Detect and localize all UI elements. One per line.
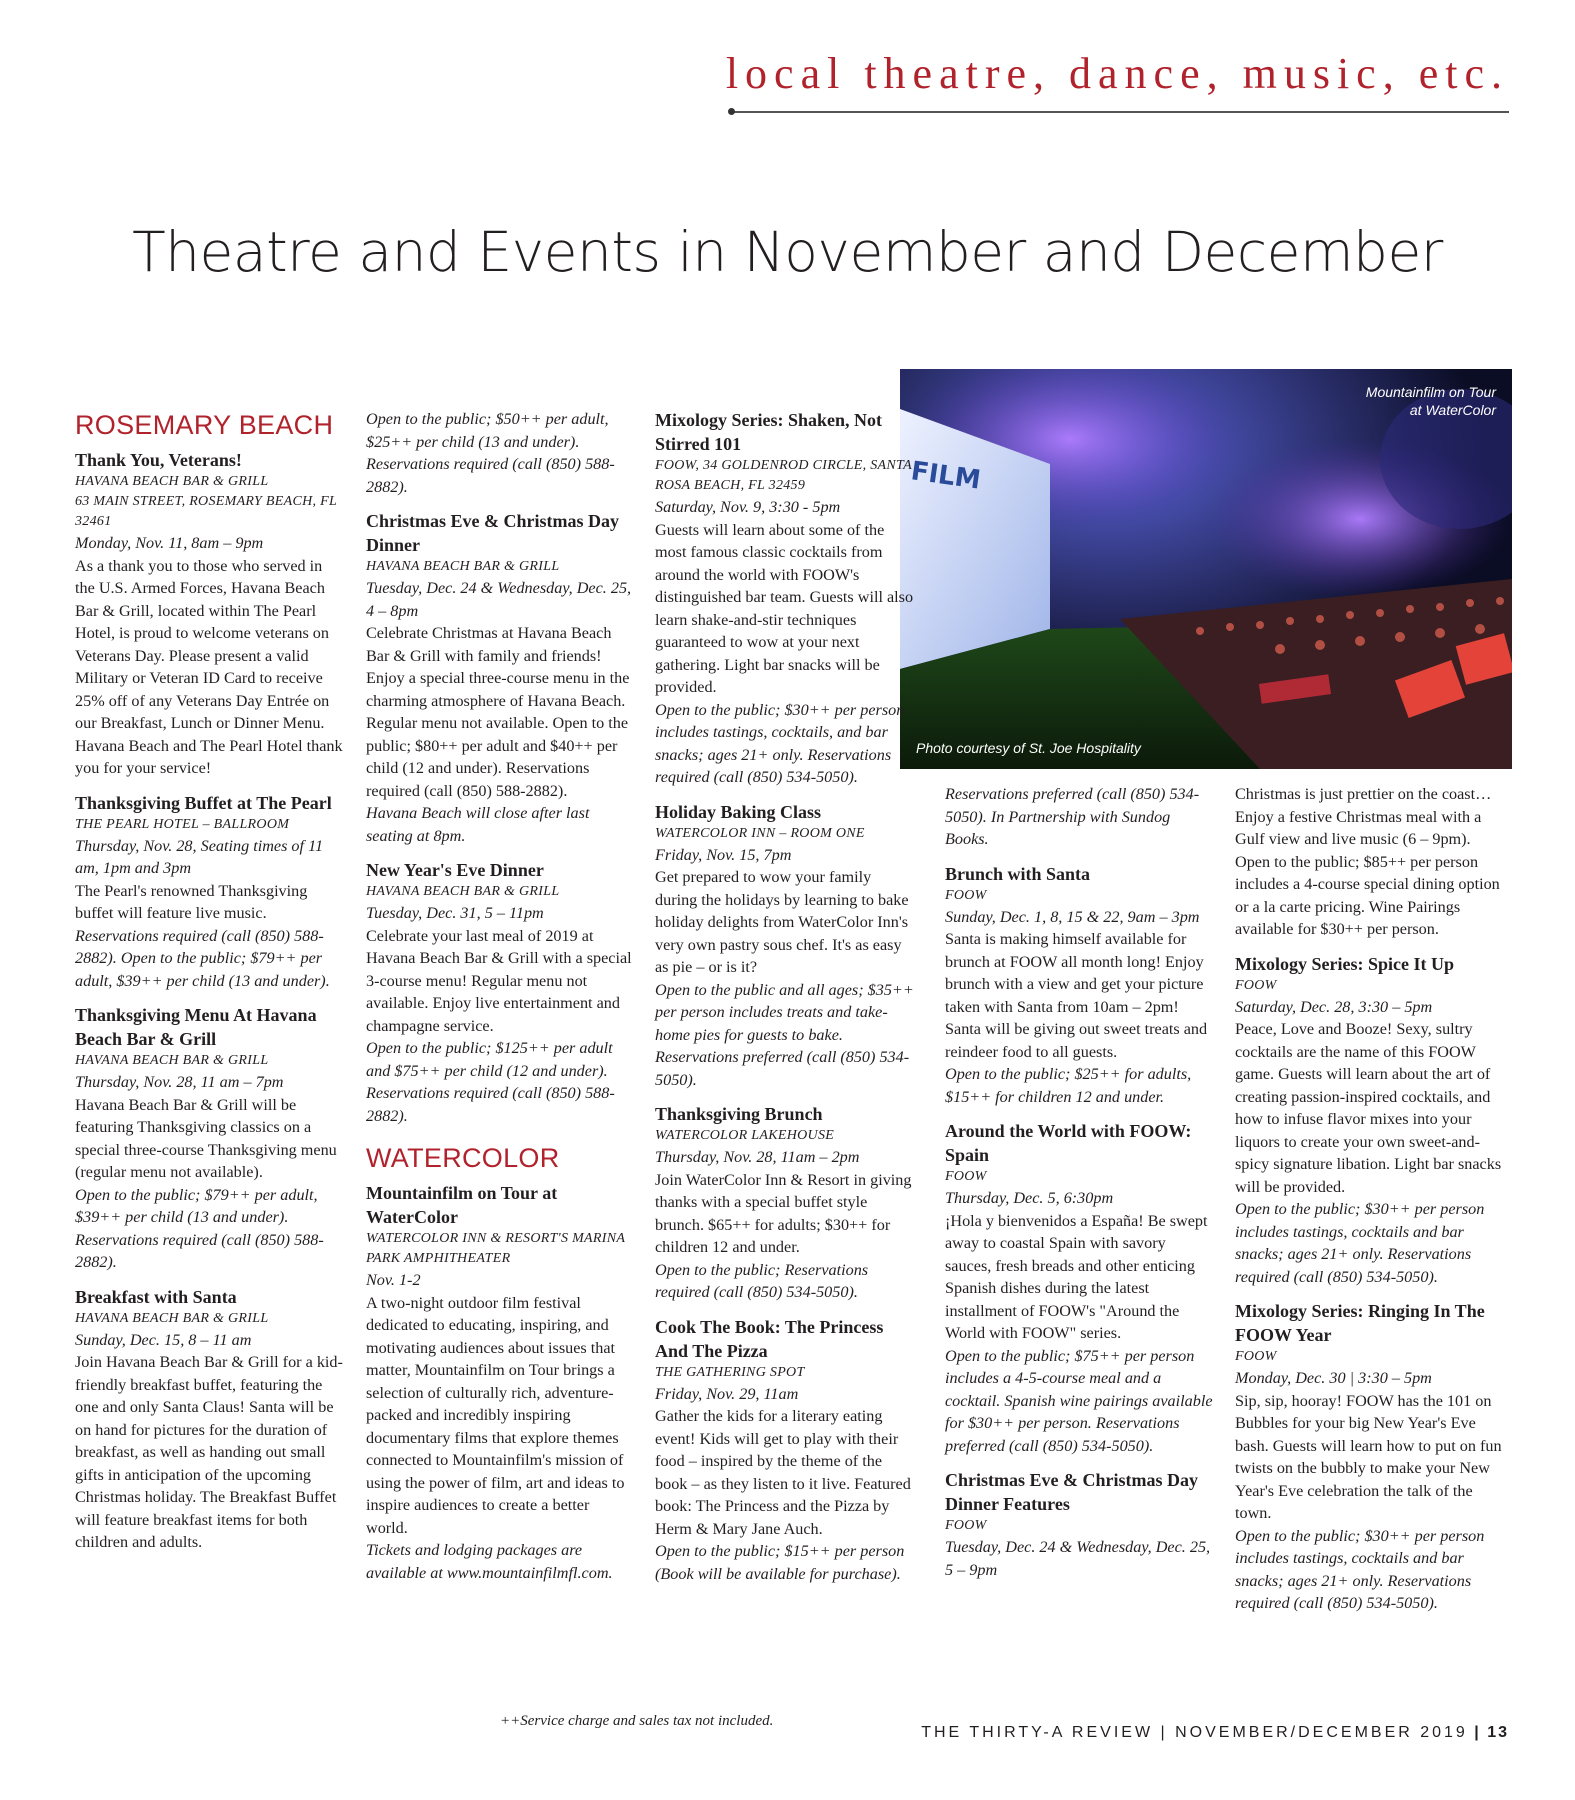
event-item bbox=[655, 1102, 915, 1304]
header-rule bbox=[732, 111, 1509, 113]
event-description: Gather the kids for a literary eating event! Kids will get to play with their food – inspired by the theme of the book – as they listen to it live. Featured book: The Princess and the Pizza by Herm & Mary Jane Auch. bbox=[655, 1407, 911, 1538]
event-title: Thanksgiving Brunch bbox=[655, 1104, 823, 1124]
event-date: Sunday, Dec. 1, 8, 15 & 22, 9am – 3pm bbox=[945, 907, 1200, 926]
event-venue: FOOW bbox=[945, 887, 987, 903]
event-title: Holiday Baking Class bbox=[655, 801, 822, 822]
event-venue: HAVANA BEACH BAR & GRILL bbox=[366, 884, 560, 899]
event-title: Mountainfilm on Tour at WaterColor bbox=[366, 1183, 558, 1227]
event-description: Celebrate your last meal of 2019 at Havana Beach Bar & Grill with a special 3-course menu! Regular menu not available. Enjoy live entertainment and champagne service. bbox=[366, 926, 632, 1035]
event-venue: THE GATHERING SPOT bbox=[655, 1364, 805, 1380]
header-rule-dot bbox=[728, 108, 735, 115]
event-pricing-note: Reservations required (call (850) 588-2882). Open to the public; $79++ per adult, $39++ per child (13 and under). bbox=[75, 926, 330, 990]
event-date: Monday, Dec. 30 | 3:30 – 5pm bbox=[1235, 1369, 1432, 1387]
event-venue: FOOW bbox=[1235, 977, 1277, 993]
event-pricing-note: Open to the public; $75++ per person includes a 4-5-course meal and a cocktail. Spanish wine pairings available for $30++ per person. Reservations preferred (call (850) 534-5050). bbox=[945, 1346, 1213, 1455]
event-title: Thanksgiving Buffet at The Pearl bbox=[75, 792, 332, 813]
event-venue: HAVANA BEACH BAR & GRILL bbox=[75, 1310, 269, 1326]
event-description: Join Havana Beach Bar & Grill for a kid-friendly breakfast buffet, featuring the one and only Santa Claus! Santa will be on hand for pictures for the duration of breakfast, as well as handing out small gifts in anticipation of the upcoming Christmas holiday. The Breakfast Buffet will feature breakfast items for both children and adults. bbox=[75, 1353, 343, 1551]
footnote: ++Service charge and sales tax not included. bbox=[500, 1713, 774, 1729]
event-title: Thanksgiving Menu At Havana Beach Bar & Grill bbox=[75, 1005, 317, 1049]
event-description: Sip, sip, hooray! FOOW has the 101 on Bubbles for your big New Year's Eve bash. Guests will learn how to put on fun twists on the bubbly to make your New Year's Eve celebration the talk of the town. bbox=[1235, 1391, 1502, 1522]
event-venue: HAVANA BEACH BAR & GRILL 63 MAIN STREET, ROSEMARY BEACH, FL 32461 bbox=[75, 474, 337, 529]
column-1 bbox=[75, 408, 343, 1565]
event-title: Christmas Eve & Christmas Day Dinner bbox=[366, 511, 619, 555]
event-title: New Year's Eve Dinner bbox=[366, 860, 544, 880]
event-description: Get prepared to wow your family during the holidays by learning to bake holiday delights from WaterColor Inn's very own pastry sous chef. It's as easy as pie – or is it? bbox=[655, 868, 909, 976]
event-pricing-note: Open to the public; Reservations required (call (850) 534-5050). bbox=[655, 1260, 869, 1301]
event-date: Saturday, Dec. 28, 3:30 – 5pm bbox=[1235, 997, 1433, 1016]
page-title: Theatre and Events in November and December bbox=[132, 220, 1443, 284]
event-pricing-note: Open to the public; $30++ per person includes tastings, cocktails, and bar snacks; ages 21+ only. Reservations required (call (850) 534-5050). bbox=[655, 700, 905, 786]
issue-date: NOVEMBER/DECEMBER 2019 bbox=[1175, 1724, 1468, 1741]
event-date: Saturday, Nov. 9, 3:30 - 5pm bbox=[655, 498, 841, 516]
event-item bbox=[75, 448, 343, 780]
footer-separator: | bbox=[1467, 1724, 1488, 1741]
event-title: Mixology Series: Ringing In The FOOW Year bbox=[1235, 1301, 1485, 1345]
event-item bbox=[366, 1181, 634, 1584]
event-date: Friday, Nov. 15, 7pm bbox=[655, 845, 792, 864]
event-description: As a thank you to those who served in the U.S. Armed Forces, Havana Beach Bar & Grill, located within The Pearl Hotel, is proud to welcome veterans on Veterans Day. Please present a valid Military or Veteran ID Card to receive 25% off of any Veterans Day Entrée on our Breakfast, Lunch or Dinner Menu. Havana Beach and The Pearl Hotel thank you for your service! bbox=[75, 556, 343, 777]
photo-caption: Mountainfilm on Tour at WaterColor bbox=[1365, 384, 1496, 418]
event-description: The Pearl's renowned Thanksgiving buffet will feature live music. bbox=[75, 881, 308, 922]
event-item bbox=[655, 408, 915, 789]
outdoor-film-photo bbox=[900, 369, 1512, 769]
page-number: 13 bbox=[1487, 1724, 1509, 1741]
event-title: Thank You, Veterans! bbox=[75, 450, 242, 470]
event-pricing-note: Open to the public; $50++ per adult, $25++ per child (13 and under). Reservations required (call (850) 588-2882). bbox=[366, 410, 615, 496]
event-date: Friday, Nov. 29, 11am bbox=[655, 1384, 799, 1403]
event-venue: FOOW bbox=[945, 1518, 987, 1533]
event-title: Christmas Eve & Christmas Day Dinner Features bbox=[945, 1470, 1198, 1514]
event-title: Brunch with Santa bbox=[945, 863, 1091, 884]
event-item bbox=[75, 791, 343, 993]
photo-credit: Photo courtesy of St. Joe Hospitality bbox=[916, 740, 1141, 756]
event-venue: HAVANA BEACH BAR & GRILL bbox=[366, 559, 560, 574]
event-item bbox=[75, 1285, 343, 1554]
event-pricing-note: Open to the public; $25++ for adults, $15++ for children 12 and under. bbox=[945, 1065, 1192, 1106]
event-pricing-note: Reservations preferred (call (850) 534-5050). In Partnership with Sundog Books. bbox=[945, 785, 1200, 848]
event-item bbox=[945, 1468, 1215, 1581]
event-item bbox=[655, 800, 915, 1092]
publication-name: THE THIRTY-A REVIEW bbox=[921, 1724, 1154, 1741]
event-item bbox=[945, 1119, 1215, 1457]
page-footer bbox=[921, 1724, 1509, 1742]
event-date: Tuesday, Dec. 31, 5 – 11pm bbox=[366, 904, 544, 922]
event-item bbox=[75, 1003, 343, 1274]
event-description: ¡Hola y bienvenidos a España! Be swept away to coastal Spain with savory sauces, fresh breads and other enticing Spanish dishes during the latest installment of FOOW's "Around the World with FOOW" series. bbox=[945, 1211, 1208, 1342]
footer-separator: | bbox=[1153, 1724, 1176, 1741]
section-header: local theatre, dance, music, etc. bbox=[725, 49, 1509, 98]
event-pricing-note: Open to the public; $30++ per person includes tastings, cocktails and bar snacks; ages 21+ only. Reservations required (call (850) 534-5050). bbox=[1235, 1526, 1485, 1612]
event-description: Celebrate Christmas at Havana Beach Bar & Grill with family and friends! Enjoy a special three-course menu in the charming atmosphere of Havana Beach. Regular menu not available. Open to the public; $80++ per adult and $40++ per child (12 and under). Reservations required (call (850) 588-2882). bbox=[366, 624, 630, 800]
event-date: Thursday, Nov. 28, 11 am – 7pm bbox=[75, 1073, 284, 1091]
event-item bbox=[366, 509, 634, 847]
event-item bbox=[1235, 1299, 1507, 1615]
event-description: Santa is making himself available for brunch at FOOW all month long! Enjoy brunch with a view and get your picture taken with Santa from 10am – 2pm! Santa will be giving out sweet treats and reindeer food to all guests. bbox=[945, 930, 1208, 1061]
event-venue: HAVANA BEACH BAR & GRILL bbox=[75, 1053, 269, 1068]
event-date: Tuesday, Dec. 24 & Wednesday, Dec. 25, 4 – 8pm bbox=[366, 579, 632, 620]
event-date: Thursday, Nov. 28, 11am – 2pm bbox=[655, 1148, 860, 1166]
event-title: Mixology Series: Shaken, Not Stirred 101 bbox=[655, 410, 882, 454]
event-title: Cook The Book: The Princess And The Pizza bbox=[655, 1316, 884, 1361]
event-venue: FOOW bbox=[1235, 1349, 1277, 1364]
column-4 bbox=[945, 783, 1215, 1592]
event-pricing-note: Tickets and lodging packages are available at www.mountainfilmfl.com. bbox=[366, 1541, 613, 1582]
event-pricing-note: Open to the public; $79++ per adult, $39++ per child (13 and under). Reservations required (call (850) 588-2882). bbox=[75, 1185, 324, 1271]
event-item bbox=[366, 858, 634, 1127]
event-description: A two-night outdoor film festival dedicated to educating, inspiring, and motivating audiences about issues that matter, Mountainfilm on Tour brings a selection of culturally rich, adventure-packed and incredibly inspiring documentary films that explore themes connected to Mountainfilm's mission of using the power of film, art and ideas to inspire audiences to create a better world. bbox=[366, 1293, 625, 1537]
event-date: Thursday, Dec. 5, 6:30pm bbox=[945, 1189, 1114, 1207]
event-date: Monday, Nov. 11, 8am – 9pm bbox=[75, 534, 264, 552]
column-3 bbox=[655, 408, 915, 1596]
event-venue: WATERCOLOR LAKEHOUSE bbox=[655, 1128, 835, 1143]
region-heading-rosemary-beach: ROSEMARY BEACH bbox=[75, 410, 334, 440]
event-venue: THE PEARL HOTEL – BALLROOM bbox=[75, 816, 290, 832]
region-heading-watercolor: WATERCOLOR bbox=[366, 1143, 560, 1173]
event-pricing-note: Havana Beach will close after last seating at 8pm. bbox=[366, 804, 590, 845]
event-pricing-note: Open to the public; $15++ per person (Book will be available for purchase). bbox=[655, 1542, 905, 1583]
column-5 bbox=[1235, 783, 1507, 1626]
event-photo bbox=[900, 369, 1512, 769]
event-venue: FOOW bbox=[945, 1169, 987, 1184]
event-date: Thursday, Nov. 28, Seating times of 11 am, 1pm and 3pm bbox=[75, 836, 324, 877]
event-pricing-note: Open to the public; $125++ per adult and $75++ per child (12 and under). Reservations required (call (850) 588-2882). bbox=[366, 1039, 615, 1125]
event-description: Havana Beach Bar & Grill will be featuring Thanksgiving classics on a special three-course Thanksgiving menu (regular menu not available). bbox=[75, 1095, 337, 1181]
svg-text:FILM: FILM bbox=[909, 456, 983, 496]
event-venue: WATERCOLOR INN – ROOM ONE bbox=[655, 825, 865, 841]
event-title: Around the World with FOOW: Spain bbox=[945, 1121, 1192, 1165]
event-title: Mixology Series: Spice It Up bbox=[1235, 953, 1454, 974]
event-venue: FOOW, 34 GOLDENROD CIRCLE, SANTA ROSA BEACH, FL 32459 bbox=[655, 458, 912, 493]
event-venue: WATERCOLOR INN & RESORT'S MARINA PARK AMPHITHEATER bbox=[366, 1231, 625, 1266]
event-date: Sunday, Dec. 15, 8 – 11 am bbox=[75, 1330, 252, 1349]
event-description: Peace, Love and Booze! Sexy, sultry cocktails are the name of this FOOW game. Guests will learn about the art of creating passion-inspired cocktails, and how to infuse flavor mixes into your liquors to create your own sweet-and-spicy signature libation. Light bar snacks will be provided. bbox=[1235, 1020, 1502, 1196]
event-pricing-note: Open to the public; $30++ per person includes tastings, cocktails and bar snacks; ages 21+ only. Reservations required (call (850) 534-5050). bbox=[1235, 1200, 1485, 1286]
event-date: Tuesday, Dec. 24 & Wednesday, Dec. 25, 5 – 9pm bbox=[945, 1538, 1211, 1579]
column-2 bbox=[366, 408, 634, 1595]
event-item bbox=[945, 862, 1215, 1109]
event-title: Breakfast with Santa bbox=[75, 1286, 237, 1307]
event-item bbox=[1235, 952, 1507, 1289]
event-description: Christmas is just prettier on the coast… Enjoy a festive Christmas meal with a Gulf view and live music (6 – 9pm). Open to the public; $85++ per person includes a 4-course special dining option or a la carte pricing. Wine Pairings available for $30++ per person. bbox=[1235, 785, 1500, 938]
event-pricing-note: Open to the public and all ages; $35++ per person includes treats and take-home pies for guests to bake. Reservations preferred (call (850) 534-5050). bbox=[655, 980, 914, 1089]
event-date: Nov. 1-2 bbox=[366, 1271, 421, 1289]
event-item bbox=[655, 1315, 915, 1586]
event-description: Guests will learn about some of the most famous classic cocktails from around the world with FOOW's distinguished bar team. Guests will also learn shake-and-stir techniques guaranteed to wow at your next gathering. Light bar snacks will be provided. bbox=[655, 520, 914, 696]
event-description: Join WaterColor Inn & Resort in giving thanks with a special buffet style brunch. $65++ for adults; $30++ for children 12 and under. bbox=[655, 1170, 912, 1256]
